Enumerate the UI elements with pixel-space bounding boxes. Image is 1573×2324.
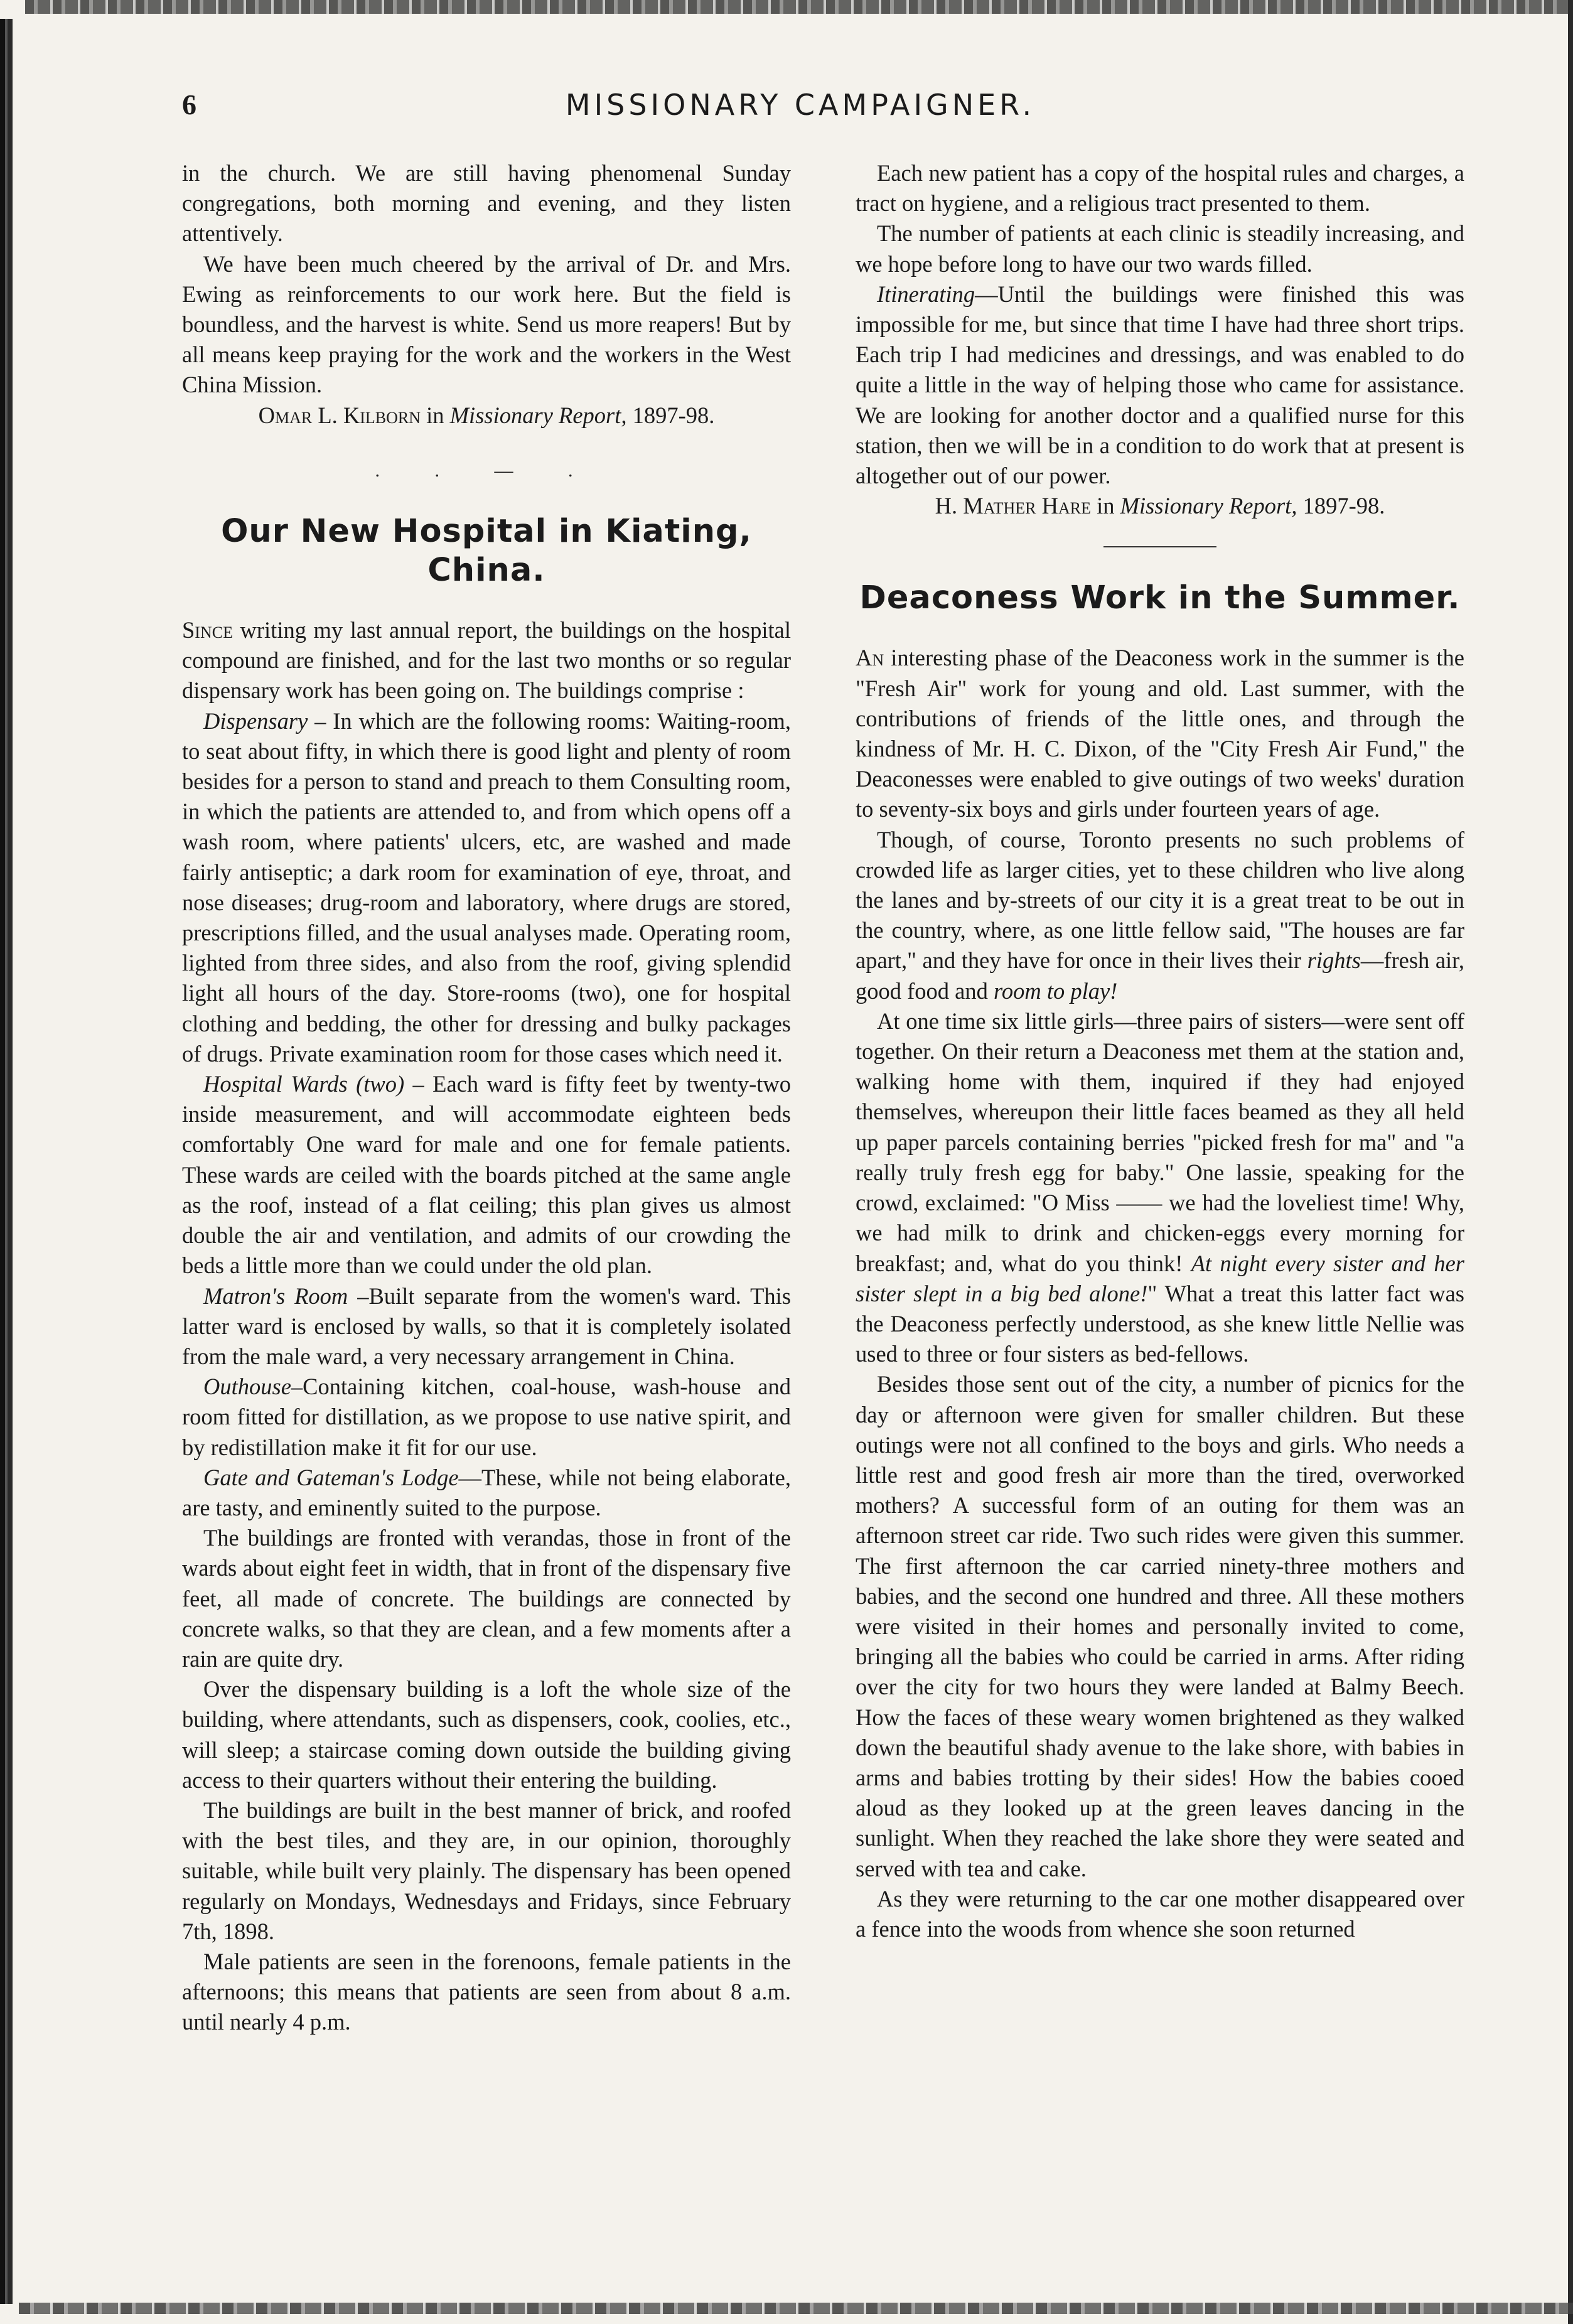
paragraph-text: – Each ward is fifty feet by twenty-two inside measurement, and will accommodate eighteen beds comfortably One ward for male and one for female patients. These wards are ceiled with the boards pitched at the same angle as the roof, instead of a flat ceiling; this plan gives us almost double the air and ventilation, and admits of our crowding the beds a little more than we could under the old plan. [182, 1071, 792, 1279]
byline-year: 1897-98. [1302, 493, 1385, 519]
paragraph: Each new patient has a copy of the hospital rules and charges, a tract on hygiene, and a religious tract presented to them. [856, 160, 1464, 217]
emphasis: At night every sister and her sister slept in a big bed alone! [856, 1250, 1464, 1306]
paragraph-text: —Until the buildings were finished this was impossible for me, but since that time I have had three short trips. Each trip I had medicines and dressings, and was enabled to do quite a little in the way of helping those who came for assistance. We are looking for another doctor and a qualified nurse for this station, then we will be in a condition to do work that at present is altogether out of our power. [856, 281, 1464, 489]
scan-border-left [0, 19, 16, 2304]
intro-text: writing my last annual report, the buildings on the hospital compound are finished, and for the last two months or so regular dispensary work has been going on. The buildings comprise : [182, 617, 792, 704]
byline-connector: in [426, 402, 444, 428]
byline-source: Missionary Report, [1120, 493, 1297, 519]
paragraph-text: " What a treat this latter fact was the Deaconess perfectly understood, as she knew little Nellie was used to three or four sisters as bed-fellows. [856, 1280, 1464, 1367]
intro-lead: Since [182, 617, 233, 643]
emphasis: rights [1307, 947, 1361, 974]
paragraph: The number of patients at each clinic is steadily increasing, and we hope before long to have our two wards filled. [856, 220, 1464, 277]
intro-text: interesting phase of the Deaconess work in the summer is the "Fresh Air" work for young and old. Last summer, with the contributions of friends of the little ones, and through the kindness of Mr. H. C. Dixon, of the "City Fresh Air Fund," the Deaconesses were enabled to give outings of two weeks' duration to seventy-six boys and girls under fourteen years of age. [856, 645, 1464, 822]
paragraph-gate [182, 1463, 791, 1523]
paragraph: We have been much cheered by the arrival of Dr. and Mrs. Ewing as reinforcements to our work here. But the field is boundless, and the harvest is white. Send us more reapers! But by all means keep praying for the work and the workers in the West China Mission. [182, 250, 791, 398]
paragraph-label: Outhouse [203, 1374, 291, 1400]
byline-connector: in [1097, 493, 1115, 519]
paragraph: The buildings are fronted with verandas, those in front of the wards about eight feet in width, that in front of the dispensary five feet, all made of concrete. The buildings are connected by concrete walks, so that they are clean, and a few moments after a rain are quite dry. [182, 1525, 791, 1672]
paragraph-label: Hospital Wards (two) [203, 1071, 405, 1097]
byline-author: H. Mather Hare [935, 493, 1091, 519]
intro-lead: An [856, 645, 884, 671]
paragraph-wards [182, 1069, 791, 1281]
paragraph-matron [182, 1281, 791, 1372]
page-header [182, 88, 1419, 144]
paragraph-text: –Containing kitchen, coal-house, wash-house and room fitted for distillation, as we propose to use native spirit, and by redistillation make it fit for our use. [182, 1374, 791, 1460]
byline-author: Omar L. Kilborn [258, 402, 421, 428]
paragraph-toronto [856, 825, 1464, 1006]
paragraph-six-girls [856, 1006, 1464, 1369]
scan-border-right [1568, 0, 1573, 2324]
section-separator: . . — . [375, 460, 598, 481]
paragraph-dispensary [182, 706, 791, 1069]
running-title: MISSIONARY CAMPAIGNER. [565, 88, 1036, 122]
paragraph: Over the dispensary building is a loft the whole size of the building, where attendants, such as dispensers, cook, coolies, etc., will sleep; a staircase coming down outside the building giving access to their quarters without their entering the building. [182, 1676, 791, 1793]
paragraph: Male patients are seen in the forenoons, female patients in the afternoons; this means that patients are seen from about 8 a.m. until nearly 4 p.m. [182, 1948, 791, 2035]
paragraph-text: —fresh air, good food and [856, 947, 1464, 1004]
paragraph-label: Matron's Room [203, 1283, 348, 1309]
paragraph-outhouse [182, 1372, 791, 1463]
paragraph: As they were returning to the car one mother disappeared over a fence into the woods from whence she soon returned [856, 1885, 1464, 1942]
byline [856, 491, 1464, 521]
paragraph-label: Itinerating [877, 281, 975, 307]
article-intro [182, 615, 791, 706]
scan-border-bottom [19, 2303, 1573, 2314]
scan-border-top [25, 0, 1573, 14]
paragraph: in the church. We are still having phenomenal Sunday congregations, both morning and evening, and they listen attentively. [182, 160, 791, 247]
paragraph-text: At one time six little girls—three pairs of sisters—were sent off together. On their return a Deaconess met them at the station and, walking home with them, inquired if they had enjoyed themselves, whereupon their little faces beamed as they all held up paper parcels containing berries "picked fresh for ma" and "a really truly fresh egg for baby." One lassie, speaking for the crowd, exclaimed: "O Miss —— we had the loveliest time! Why, we had milk to drink and chicken-eggs every morning for breakfast; and, what do you think! [856, 1008, 1464, 1276]
paragraph-label: Gate and Gateman's Lodge [203, 1464, 459, 1490]
article-title: Our New Hospital in Kiating, China. [221, 513, 752, 589]
article-intro [856, 643, 1464, 824]
paragraph-text: –Built separate from the women's ward. This latter ward is enclosed by walls, so that it is completely isolated from the male ward, a very necessary arrangement in China. [182, 1283, 792, 1369]
byline [182, 401, 791, 431]
right-column [856, 158, 1464, 1944]
page-number: 6 [182, 89, 196, 121]
paragraph: Besides those sent out of the city, a number of picnics for the day or afternoon were given for smaller children. But these outings were not all confined to the boys and girls. Who needs a little rest and good fresh air more than the tired, overworked mothers? A successful form of an outing for them was an afternoon street car ride. Two such rides were given this summer. The first afternoon the car carried ninety-three mothers and babies, and the second one hundred and three. All these mothers were visited in their homes and personally invited to come, bringing all the babies who could be carried in arms. After riding over the city for two hours they were landed at Balmy Beech. How the faces of these weary women brightened as they walked down the beautiful shady avenue to the lake shore, with babies in arms and babies trotting by their sides! How the babies cooed aloud as they looked up at the green leaves dancing in the sunlight. When they reached the lake shore they were seated and served with tea and cake. [856, 1371, 1464, 1881]
paragraph-text: —These, while not being elaborate, are tasty, and eminently suited to the purpose. [182, 1464, 791, 1520]
article-title: Deaconess Work in the Summer. [859, 579, 1461, 617]
left-column [182, 158, 791, 2038]
byline-year: 1897-98. [632, 402, 715, 428]
paragraph-text: Though, of course, Toronto presents no such problems of crowded life as larger cities, yet to these children who live along the lanes and by-streets of our city it is a great treat to be out in the country, where, as one little fellow said, "The houses are far apart," and they have for once in their lives their [856, 826, 1464, 974]
paragraph-label: Dispensary [203, 707, 308, 734]
section-rule [1103, 546, 1216, 547]
paragraph-itinerating [856, 279, 1464, 491]
byline-source: Missionary Report, [449, 402, 627, 428]
paragraph: The buildings are built in the best manner of brick, and roofed with the best tiles, and they are, in our opinion, thoroughly suitable, while built very plainly. The dispensary has been opened regularly on Mondays, Wednesdays and Fridays, since February 7th, 1898. [182, 1797, 791, 1944]
emphasis: room to play! [993, 977, 1118, 1004]
paragraph-text: – In which are the following rooms: Waiting-room, to seat about fifty, in which there is good light and plenty of room besides for a person to stand and preach to them Consulting room, in which the patients are attended to, and from which opens off a wash room, where patients' ulcers, etc, are washed and made fairly antiseptic; a dark room for examination of eye, throat, and nose diseases; drug-room and laboratory, where drugs are stored, prescriptions filled, and the usual analyses made. Operating room, lighted from three sides, and also from the roof, giving splendid light all hours of the day. Store-rooms (two), one for hospital clothing and bedding, the other for dressing and bulky packages of drugs. Private examination room for those cases which need it. [182, 707, 791, 1067]
